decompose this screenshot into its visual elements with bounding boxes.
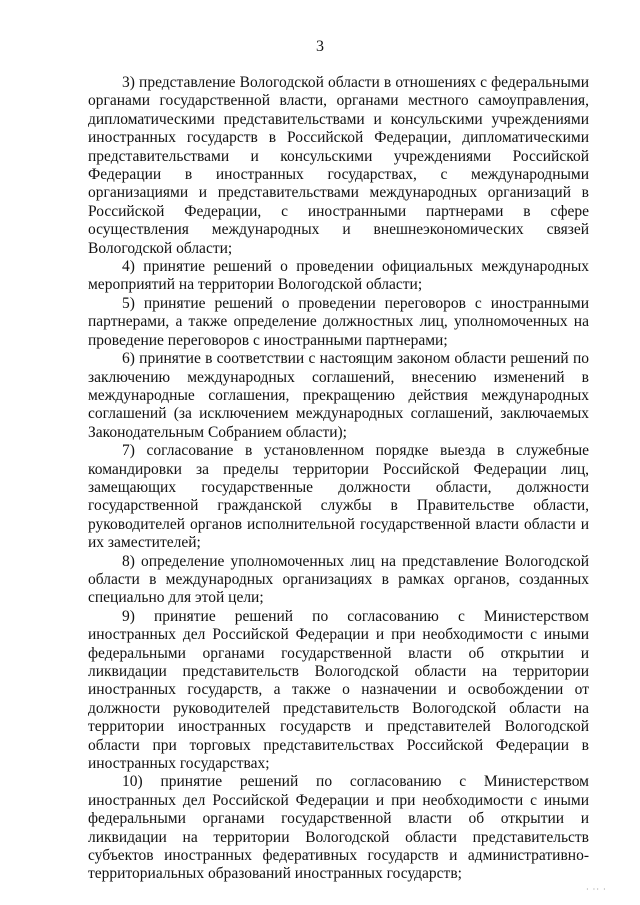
document-body xyxy=(88,74,589,884)
list-item-7: 7) согласование в установленном порядке выезда в служебные командировки за пределы территории Российской Федерации лиц, замещающих государственные должности области, должности государственной гражданской службы в Правительстве области, руководителей органов исполнительной государственной власти области и их заместителей; xyxy=(88,442,589,552)
list-item-10: 10) принятие решений по согласованию с Министерством иностранных дел Российской Федерации и при необходимости с иными федеральными органами государственной власти об открытии и ликвидации на территории Вологодской области представительств субъектов иностранных федеративных государств и административно-территориальных образований иностранных государств; xyxy=(88,773,589,883)
list-item-5: 5) принятие решений о проведении переговоров с иностранными партнерами, а также определение должностных лиц, уполномоченных на проведение переговоров с иностранными партнерами; xyxy=(88,294,589,349)
list-item-8: 8) определение уполномоченных лиц на представление Вологодской области в международных организациях в рамках органов, созданных специально для этой цели; xyxy=(88,552,589,607)
scan-artifact: · ·· · xyxy=(586,885,607,894)
page-number: 3 xyxy=(316,38,324,55)
list-item-3: 3) представление Вологодской области в отношениях с федеральными органами государственной власти, органами местного самоуправления, дипломатическими представительствами и консульскими учреждениями иностранных государств в Российской Федерации, дипломатическими представительствами и консульскими учреждениями Российской Федерации в иностранных государствах, с международными организациями и представительствами международных организаций в Российской Федерации, с иностранными партнерами в сфере осуществления международных и внешнеэкономических связей Вологодской области; xyxy=(88,74,589,257)
list-item-9: 9) принятие решений по согласованию с Министерством иностранных дел Российской Федерации и при необходимости с иными федеральными органами государственной власти об открытии и ликвидации представительств Вологодской области на территории иностранных государств, а также о назначении и освобождении от должности руководителей представительств Вологодской области на территории иностранных государств и представителей Вологодской области при торговых представительствах Российской Федерации в иностранных государствах; xyxy=(88,607,589,773)
list-item-6: 6) принятие в соответствии с настоящим законом области решений по заключению международных соглашений, внесению изменений в международные соглашения, прекращению действия международных соглашений (за исключением международных соглашений, заключаемых Законодательным Собранием области); xyxy=(88,350,589,441)
list-item-4: 4) принятие решений о проведении официальных международных мероприятий на территории Вологодской области; xyxy=(88,258,589,294)
